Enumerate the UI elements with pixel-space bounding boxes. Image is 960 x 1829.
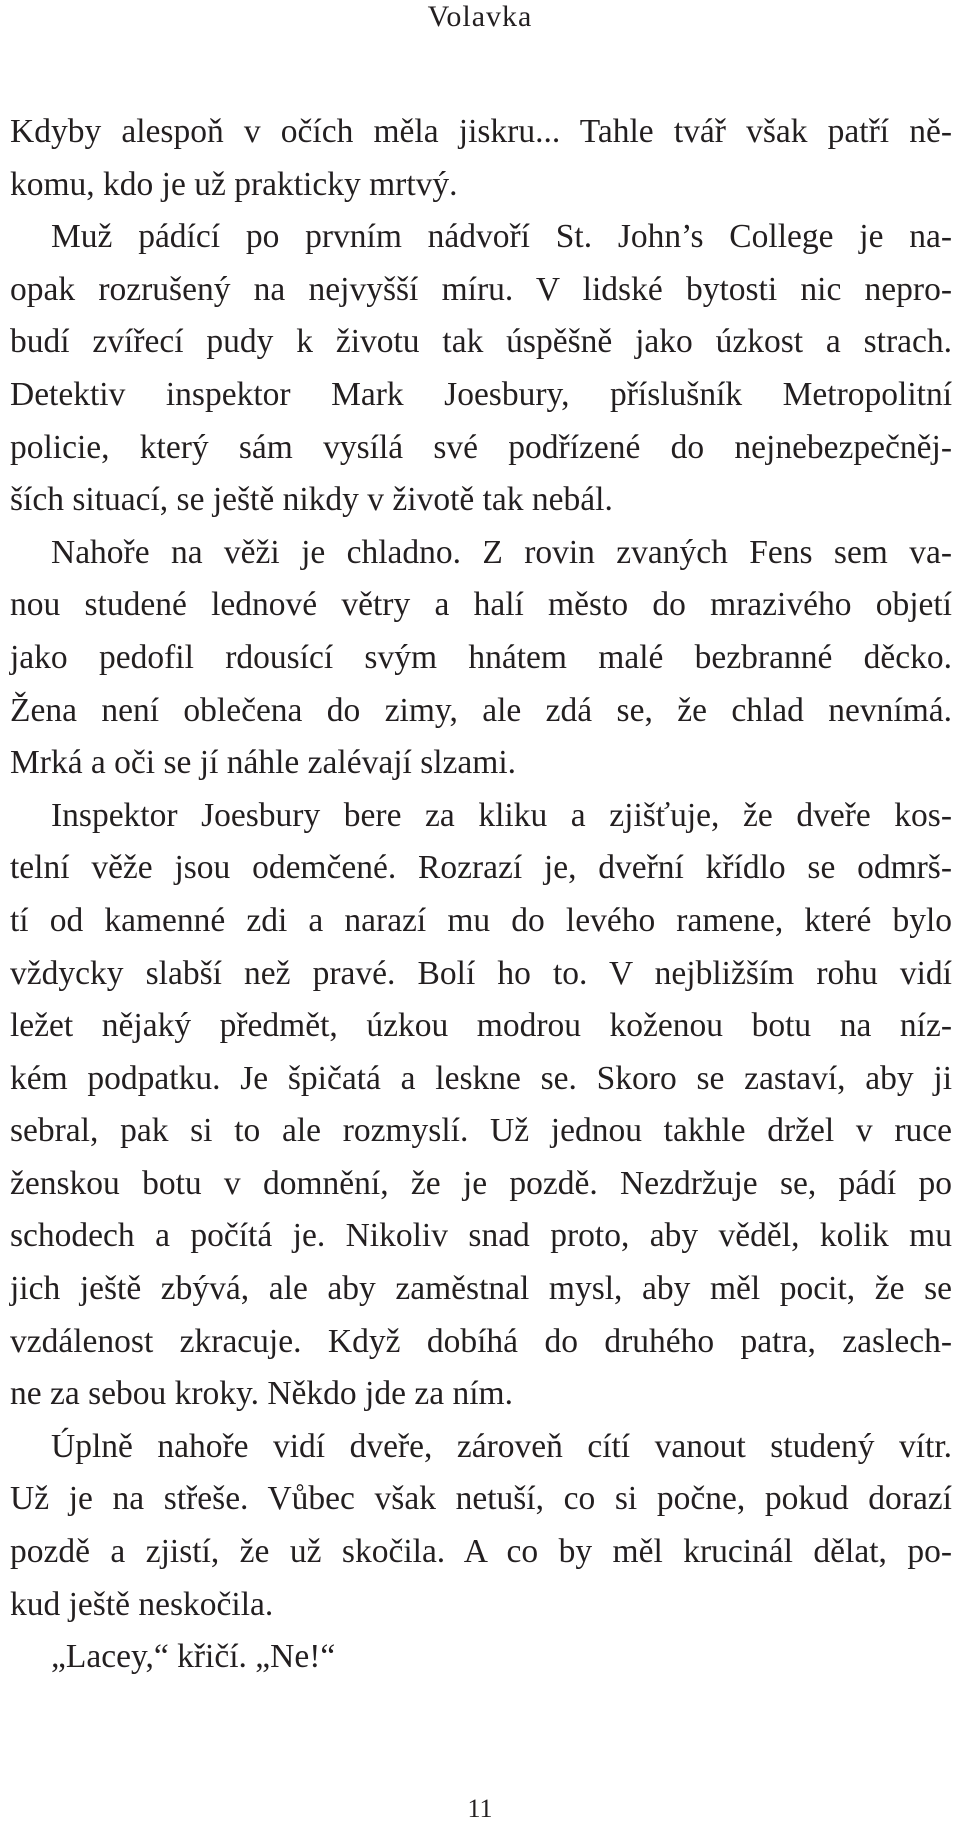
- text-line: policie, který sám vysílá své podřízené do nejnebezpečněj-: [10, 428, 952, 466]
- text-line: telní věže jsou odemčené. Rozrazí je, dveřní křídlo se odmrš-: [10, 849, 952, 887]
- text-line: Žena není oblečena do zimy, ale zdá se, že chlad nevnímá.: [10, 691, 952, 729]
- text-line: tí od kamenné zdi a narazí mu do levého ramene, které bylo: [10, 901, 952, 939]
- text-line: pozdě a zjistí, že už skočila. A co by měl krucinál dělat, po-: [10, 1533, 952, 1571]
- text-line: budí zvířecí pudy k životu tak úspěšně jako úzkost a strach.: [10, 323, 952, 361]
- text-line: komu, kdo je už prakticky mrtvý.: [10, 165, 458, 203]
- text-line: jich ještě zbývá, ale aby zaměstnal mysl, aby měl pocit, že se: [10, 1270, 952, 1308]
- text-line: Mrká a oči se jí náhle zalévají slzami.: [10, 744, 517, 782]
- book-text: [10, 106, 952, 1684]
- text-line: ších situací, se ještě nikdy v životě tak nebál.: [10, 481, 613, 519]
- text-line: kém podpatku. Je špičatá a leskne se. Skoro se zastaví, aby ji: [10, 1059, 952, 1097]
- text-line: opak rozrušený na nejvyšší míru. V lidské bytosti nic nepro-: [10, 270, 952, 308]
- text-line: schodech a počítá je. Nikoliv snad proto, aby věděl, kolik mu: [10, 1217, 952, 1255]
- text-line: „Lacey,“ křičí. „Ne!“: [51, 1638, 336, 1676]
- text-line: kud ještě neskočila.: [10, 1585, 274, 1623]
- text-line: Úplně nahoře vidí dveře, zároveň cítí vanout studený vítr.: [51, 1427, 952, 1465]
- running-head: Volavka: [427, 0, 533, 33]
- text-line: Detektiv inspektor Mark Joesbury, příslušník Metropolitní: [10, 375, 952, 413]
- text-line: sebral, pak si to ale rozmyslí. Už jednou takhle držel v ruce: [10, 1112, 952, 1150]
- text-line: Nahoře na věži je chladno. Z rovin zvaných Fens sem va-: [51, 533, 952, 571]
- text-line: vzdálenost zkracuje. Když dobíhá do druhého patra, zaslech-: [10, 1322, 952, 1360]
- text-line: Muž pádící po prvním nádvoří St. John’s College je na-: [51, 218, 952, 256]
- text-line: Inspektor Joesbury bere za kliku a zjišťuje, že dveře kos-: [51, 796, 952, 834]
- text-line: Už je na střeše. Vůbec však netuší, co si počne, pokud dorazí: [10, 1480, 952, 1518]
- text-line: nou studené lednové větry a halí město do mrazivého objetí: [10, 586, 952, 624]
- text-line: ležet nějaký předmět, úzkou modrou koženou botu na níz-: [10, 1007, 952, 1045]
- page-number: 11: [467, 1794, 493, 1823]
- text-line: jako pedofil rdousící svým hnátem malé bezbranné děcko.: [10, 638, 952, 676]
- text-line: vždycky slabší než pravé. Bolí ho to. V nejbližším rohu vidí: [10, 954, 952, 992]
- text-line: ženskou botu v domnění, že je pozdě. Nezdržuje se, pádí po: [10, 1164, 952, 1202]
- text-line: ne za sebou kroky. Někdo jde za ním.: [10, 1375, 513, 1413]
- text-line: Kdyby alespoň v očích měla jiskru... Tahle tvář však patří ně-: [10, 113, 952, 150]
